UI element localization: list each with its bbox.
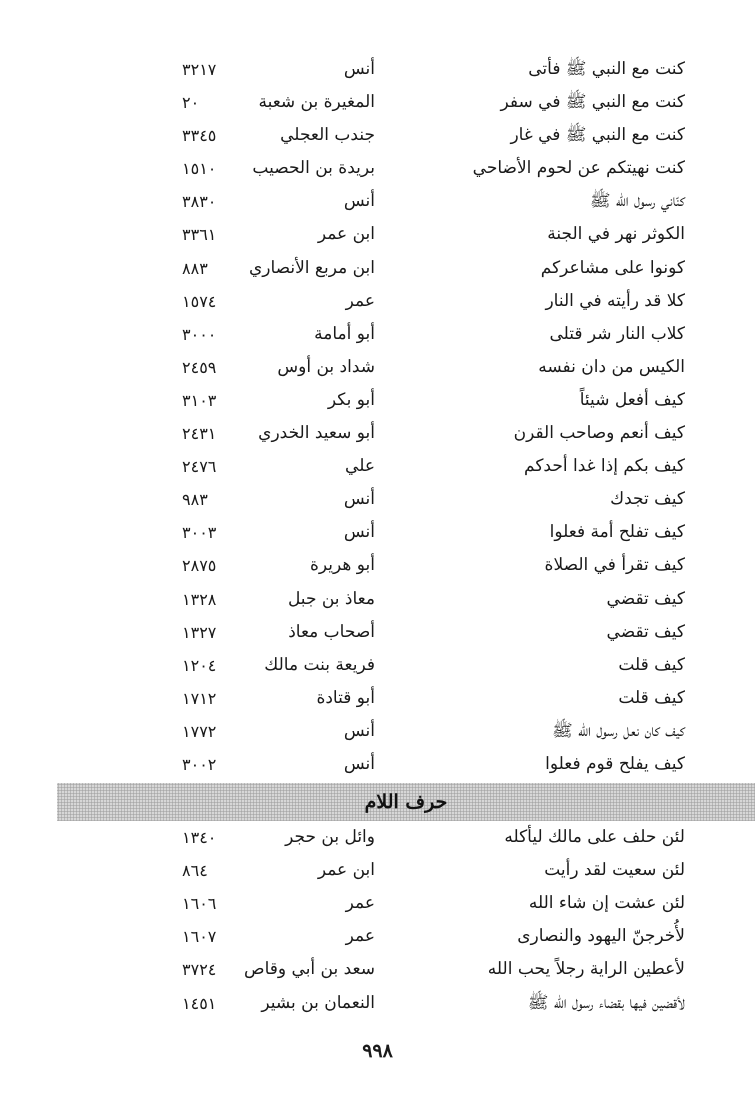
- hadith-text: كونوا على مشاعركم: [540, 257, 685, 278]
- table-row: [0, 119, 755, 152]
- narrator-name: أنس: [343, 191, 375, 212]
- narrator-name: أنس: [343, 522, 375, 543]
- table-row: [0, 252, 755, 285]
- hadith-number: ٢٤٥٩: [182, 357, 217, 377]
- narrator-name: أبو قتادة: [316, 687, 375, 708]
- narrator-name: أنس: [343, 59, 375, 79]
- hadith-text: لئن عشت إن شاء الله: [528, 893, 685, 914]
- hadith-number: ١٣٢٨: [182, 589, 217, 609]
- hadith-text: الكوثر نهر في الجنة: [547, 224, 685, 245]
- table-row: [0, 516, 755, 549]
- table-row: [0, 854, 755, 887]
- narrator-name: أنس: [343, 489, 375, 510]
- table-row: [0, 616, 755, 649]
- hadith-index-table: [0, 53, 755, 1020]
- narrator-name: أنس: [343, 720, 375, 741]
- table-row: [0, 549, 755, 582]
- table-row: [0, 715, 755, 748]
- narrator-name: وائل بن حجر: [285, 827, 375, 848]
- narrator-name: ابن مربع الأنصاري: [248, 257, 375, 278]
- narrator-name: المغيرة بن شعبة: [258, 92, 375, 113]
- narrator-name: عمر: [345, 290, 375, 311]
- table-row: [0, 318, 755, 351]
- narrator-name: سعد بن أبي وقاص: [244, 959, 375, 980]
- table-row: [0, 384, 755, 417]
- hadith-number: ١٦٠٦: [182, 894, 217, 914]
- narrator-name: جندب العجلي: [280, 125, 375, 146]
- hadith-number: ٢٠: [182, 93, 200, 113]
- table-row: [0, 987, 755, 1020]
- hadith-number: ٣٠٠٢: [182, 754, 217, 774]
- hadith-text: كيف تقرأ في الصلاة: [544, 555, 685, 576]
- table-row: [0, 821, 755, 854]
- table-row: [0, 86, 755, 119]
- table-row: [0, 351, 755, 384]
- hadith-number: ١٦٠٧: [182, 927, 217, 947]
- hadith-number: ٣٢١٧: [182, 60, 217, 79]
- hadith-number: ١٢٠٤: [182, 655, 217, 675]
- hadith-text: كنت مع النبي ﷺ فأتى: [528, 59, 685, 79]
- hadith-number: ١٣٢٧: [182, 622, 217, 642]
- narrator-name: النعمان بن بشير: [261, 992, 375, 1013]
- table-row: [0, 450, 755, 483]
- hadith-text: لأعطين الراية رجلاً يحب الله: [487, 959, 685, 980]
- narrator-name: عمر: [345, 893, 375, 914]
- hadith-text: كيف يفلح قوم فعلوا: [545, 753, 685, 774]
- hadith-number: ٣٨٣٠: [182, 192, 217, 212]
- hadith-text: لئن سعيت لقد رأيت: [544, 860, 685, 881]
- narrator-name: أصحاب معاذ: [288, 621, 375, 642]
- narrator-name: شداد بن أوس: [277, 356, 375, 377]
- hadith-text: كيف تقضي: [606, 621, 685, 642]
- narrator-name: عمر: [345, 926, 375, 947]
- hadith-text: لأُخرجنّ اليهود والنصارى: [517, 926, 685, 947]
- narrator-name: علي: [345, 456, 375, 477]
- hadith-number: ٣٠٠٠: [182, 324, 217, 344]
- hadith-number: ١٧٧٢: [182, 721, 217, 741]
- table-row: [0, 953, 755, 986]
- hadith-text: كيف قلت: [618, 687, 685, 708]
- table-row: [0, 218, 755, 251]
- hadith-text: كلا قد رأيته في النار: [545, 290, 685, 311]
- section-header: [57, 783, 755, 821]
- hadith-number: ١٥٧٤: [182, 291, 217, 311]
- narrator-name: بريدة بن الحصيب: [252, 158, 375, 179]
- narrator-name: أنس: [343, 753, 375, 774]
- table-row: [0, 285, 755, 318]
- narrator-name: ابن عمر: [317, 224, 375, 245]
- table-row: [0, 682, 755, 715]
- hadith-number: ٣٠٠٣: [182, 523, 217, 543]
- hadith-number: ٣٧٢٤: [182, 960, 217, 980]
- table-row: [0, 185, 755, 218]
- narrator-name: أبو هريرة: [309, 555, 375, 576]
- hadith-number: ٣٣٦١: [182, 225, 217, 245]
- hadith-text: كيف بكم إذا غدا أحدكم: [524, 456, 685, 477]
- hadith-number: ٣١٠٣: [182, 390, 217, 410]
- table-row: [0, 887, 755, 920]
- table-row: [0, 583, 755, 616]
- hadith-number: ٨٨٣: [182, 258, 208, 278]
- hadith-text: كيف تفلح أمة فعلوا: [549, 522, 685, 543]
- table-row: [0, 53, 755, 86]
- hadith-text: كيف كان نعل رسول الله ﷺ: [552, 720, 685, 741]
- hadith-text: كنت مع النبي ﷺ في غار: [510, 125, 685, 146]
- page-number: ٩٩٨: [362, 1040, 393, 1062]
- table-row: [0, 920, 755, 953]
- hadith-text: كنت مع النبي ﷺ في سفر: [500, 92, 685, 113]
- entries-group-kaf: [0, 53, 755, 781]
- hadith-text: كيف أفعل شيئاً: [579, 389, 685, 410]
- table-row: [0, 748, 755, 781]
- narrator-name: أبو أمامة: [314, 323, 375, 344]
- section-title: حرف اللام: [364, 791, 448, 814]
- hadith-text: لأقضين فيها بقضاء رسول الله ﷺ: [527, 992, 685, 1013]
- hadith-text: كنّاني رسول الله ﷺ: [589, 191, 685, 212]
- table-row: [0, 152, 755, 185]
- hadith-text: كيف أنعم وصاحب القرن: [513, 423, 685, 444]
- hadith-text: الكيس من دان نفسه: [538, 356, 685, 377]
- table-row: [0, 483, 755, 516]
- narrator-name: ابن عمر: [317, 860, 375, 881]
- entries-group-lam: [0, 821, 755, 1020]
- hadith-text: كيف تقضي: [606, 588, 685, 609]
- hadith-number: ٢٤٧٦: [182, 457, 217, 477]
- hadith-number: ١٥١٠: [182, 159, 217, 179]
- narrator-name: أبو سعيد الخدري: [258, 423, 375, 444]
- hadith-number: ١٧١٢: [182, 688, 217, 708]
- hadith-number: ٩٨٣: [182, 490, 208, 510]
- narrator-name: أبو بكر: [327, 389, 375, 410]
- table-row: [0, 417, 755, 450]
- narrator-name: معاذ بن جبل: [287, 588, 375, 609]
- hadith-text: لئن حلف على مالك ليأكله: [504, 827, 685, 848]
- hadith-number: ٨٦٤: [182, 861, 208, 881]
- narrator-name: فريعة بنت مالك: [264, 654, 375, 675]
- hadith-number: ٢٨٧٥: [182, 556, 217, 576]
- hadith-number: ١٤٥١: [182, 993, 217, 1013]
- hadith-text: كنت نهيتكم عن لحوم الأضاحي: [472, 158, 685, 179]
- hadith-number: ٢٤٣١: [182, 424, 217, 444]
- hadith-text: كيف تجدك: [610, 489, 685, 510]
- table-row: [0, 649, 755, 682]
- hadith-number: ١٣٤٠: [182, 828, 217, 848]
- hadith-text: كيف قلت: [618, 654, 685, 675]
- hadith-number: ٣٣٤٥: [182, 126, 217, 146]
- hadith-text: كلاب النار شر قتلى: [549, 323, 685, 344]
